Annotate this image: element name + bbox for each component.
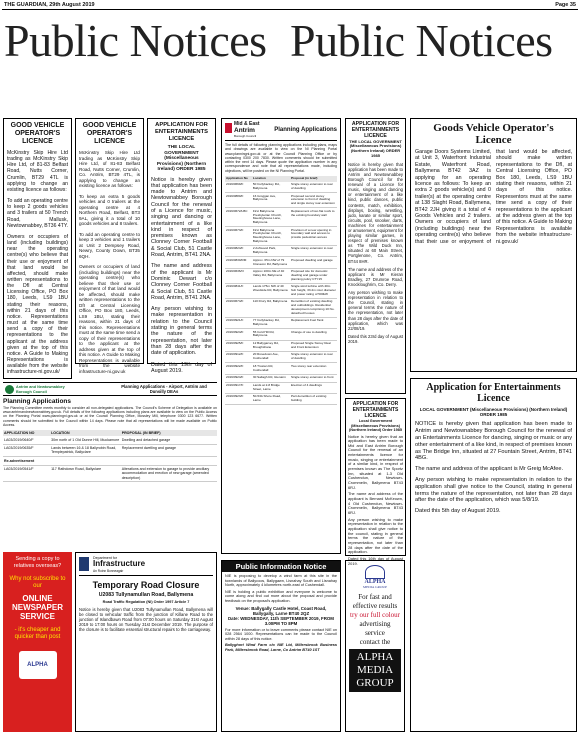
table-cell: 2019/0673/F — [225, 227, 252, 246]
page-number: Page 35 — [555, 2, 576, 8]
notice-legislation: Local Government (Miscellaneous Provisions) (Northern Ireland) Order 1985 — [349, 419, 402, 432]
table-cell: 2019/0674/F — [225, 298, 252, 317]
table-cell: Replacement Fuel Tank — [290, 317, 337, 328]
event-date: Date: WEDNESDAY, 11th SEPTEMBER 2019, FROM 3.00PM TO 8PM — [228, 615, 334, 626]
table-cell: 2019/0841/F — [225, 283, 252, 298]
table-row — [225, 317, 337, 328]
notice-paragraph: The name and address of the applicant is Mr Kieran Bradley, 27 Drumroe Road, Knockloughrim, Co. Derry. — [348, 266, 403, 287]
notice-body — [348, 162, 403, 344]
table-cell: 2 Ashwood Park, Ballymena — [252, 245, 290, 256]
alpha-ad-panel — [349, 649, 401, 692]
dfi-name: Infrastructure — [93, 559, 146, 568]
public-information-notice — [221, 560, 341, 732]
table-cell: 77 Cullybackey Rd, Ballymena — [252, 317, 290, 328]
meab-logo-text — [234, 122, 260, 138]
table-cell: Approx. 65m NW of 79 Clonavon Rd, Ballymena — [252, 257, 290, 268]
meab-logo-line: Antrim — [234, 126, 255, 134]
table-cell: Change of use to dwelling — [290, 329, 337, 340]
table-cell: Demolition of existing dwelling and outbuildings. Residential development comprising 10 No. detached houses — [290, 298, 337, 317]
table-cell: 2019/0924/F — [225, 374, 252, 382]
table-cell: Lands at 2-8 Bridge Street, Larne — [252, 382, 290, 393]
meab-logo-line: Mid & East — [234, 121, 260, 127]
table-row — [225, 329, 337, 340]
notice-paragraph: NIE is holding a public exhibition and everyone is welcome to come along and find out more about the proposal and provide feedback on the proposal's application. — [225, 589, 337, 603]
notice-body — [348, 435, 403, 567]
notice-paragraph: Any person wishing to make representation in relation to the application shall give notice to the Council, stating in general terms the nature of the representation, not later than 28 days after the date of the application, which was 5/8/19. — [415, 476, 572, 504]
ad-line: ALPHA — [356, 651, 394, 663]
notice-body: Notice is hereby given that U2083 Tullynamullan Road, Ballymena will be closed to vehicular traffic from the junction of Killane Road to the junction of Islandbawn Road from 07:00 hours on Saturday 31st August 2019 to 17:00 hours on Tuesday 31st December 2019. The purpose of the closure is to facilitate essential structural repairs to the carriageway. — [79, 606, 213, 633]
ad-line: - it's cheaper and quicker than post — [14, 626, 61, 640]
notice-title: APPLICATION FOR ENTERTAINMENTS LICENCE — [351, 121, 400, 140]
table-cell: 50-53A Shore Road, Larne — [252, 393, 290, 404]
table-row — [225, 363, 337, 374]
table-cell: 18 Trostan Rd, Cushendall — [252, 363, 290, 374]
notice-paragraph: Any person wishing to make representation in relation to the Council stating in general terms the nature of the representation, not later than 28 days after the date of application. — [151, 306, 212, 357]
notice-paragraph: Dated this 19th day of August 2019. — [151, 361, 212, 374]
table-row — [3, 465, 217, 482]
table-cell: 2019/0824/F — [225, 245, 252, 256]
notice-paragraph: Notice is hereby given that application has been made to Antrim and Newtownabbey Borough Council for the renewal of a Licence for music, singing and dancing or entertainment of a like kind in respect of premises known as Clonney Corner Football & Social Club, 51 Castle Road, Antrim, BT41 2NA. — [151, 176, 212, 259]
table-cell: Lands 175m NW of 40 Woodside Rd, Ballymena — [252, 283, 290, 298]
alpha-logo-name: ALPHA — [364, 579, 386, 585]
table-cell: Provision of a new opening in boundary wall and access to provide pedestrian access — [290, 227, 337, 246]
ad-line: contact the — [359, 638, 391, 646]
notice-paragraph: The name and address of the applicant is Mr Dominic Dewart c/o Clonney Corner Football & Social Club, 51 Castle Road, Antrim, BT41 2NA. — [151, 263, 212, 301]
table-cell: 30m north of 1 Old Dunne Hill, Muckamore — [50, 436, 121, 444]
council-crest-icon — [5, 385, 14, 394]
notice-title: Application for Entertainments Licence — [426, 382, 561, 404]
notice-paragraph: Notice is hereby given that application has been made to Antrim and Newtownabbey Borough Council for the renewal of a Licence for music, singing and dancing or entertainment of a like kind, public dances, public contests, match, exhibition, displays, boxing, wrestling, judo, karate or similar sport, circuits, pool, snooker, darts, machines for entertainment or amusement, equipment for playing similar games, in respect of premises known as The Wild Duck Inn, situated at 60 Main Street, Portglenone, Co. Antrim, BT44 8HR. — [348, 161, 403, 264]
notice-paragraph: Owners or occupiers of land (including buildings) near the operating centre(s) who believe that their use or enjoyment of that land would be affected, should make written representations to the DfI at Central Licensing Office, PO Box 180, Leeds, LS9 1BU, stating their reasons, within 21 days of this notice. Representations must at the same time send a copy of their representations to the applicant at the address given at the top of this notice. A Guide to Making Representations is available from the website infrastructure-ni.gov.uk — [79, 264, 140, 374]
alpha-logo-icon — [365, 565, 385, 579]
table-row — [225, 245, 337, 256]
notice-paragraph: Notice is hereby given that an application has been made to Mid and East Antrim Borough Council for the renewal of an entertainments licence for music, singing or entertainment of a similar kind, in respect of premises known as The Sportz Inn, situated at 1-3 Old Cushendun, Newtown-Crommelin, Ballymena BT43 6RJ. — [348, 433, 403, 490]
table-cell — [121, 457, 217, 465]
table-row — [3, 436, 217, 444]
section-intro: The Planning Committee meets monthly to consider all non-delegated applications. The Council's Scheme of Delegation is available on www.antrimandnewtownabbey.gov.uk. Full details of the following applications including plans are available to view on the Public Access on the Planning Portal www.planningni.gov.uk or at the Council Planning Office, Mossley Mill, telephone 0300 123 6677. Written comments should be submitted to the Council within 14 days. Please note that all representations will be made available on Public Access. — [3, 406, 217, 427]
contact-address: Ballyghort Wind Farm c/o NIE Ltd, Millersbrook Business Park, Millersbrook Road, Larne, Co Antrim BT40 1ST — [225, 643, 337, 652]
meab-logo-line: Borough Council — [234, 134, 257, 138]
notice-paragraph: Dated this 5th day of August 2019. — [415, 508, 501, 515]
table-row — [225, 182, 337, 193]
dfi-logo-block — [79, 556, 213, 576]
notice-paragraph: Any person wishing to make representation in relation to the Council, stating in general terms the nature of the representation, not later than 28 days after the date of application, which was 22/08/19. — [348, 290, 403, 331]
notice-body — [151, 177, 212, 375]
ad-line: MEDIA — [356, 664, 394, 676]
notice-title: GOOD VEHICLE OPERATOR'S LICENCE — [82, 122, 137, 145]
notice-paragraph: The name and address of the applicant is Mr Greig McAfee. — [415, 466, 563, 473]
page-header — [2, 1, 578, 10]
dfi-crest-icon — [79, 557, 89, 571]
alpha-logo: ALPHA — [19, 651, 57, 679]
notice-paragraph: NOTICE is hereby given that application has been made to Antrim and Newtownabbey Borough Council for the renewal of an Entertainments Licence for dancing, singing or music or any other entertainment of a like kind, in respect of premises known as The Bridge Inn, situated at 27 Fountain Street, Antrim, BT41 4BG. — [415, 421, 572, 462]
notice-paragraph: To keep an extra 5 goods vehicles and 0 trailers at the operating centre at 4 Northern Road, Belfast, BT3 9AL, giving it a total of 10 goods vehicles and 8 trailers. — [79, 193, 140, 226]
table-cell: 55 Cold Hill Rd, Ballymena — [252, 329, 290, 340]
column-header: Proposal (in brief) — [290, 176, 337, 182]
notice-legislation: THE LOCAL GOVERNMENT (Miscellaneous Provisions) (Northern Ireland) ORDER 1985 — [156, 145, 207, 172]
anc-header-strip — [3, 382, 217, 396]
road-name: U2083 Tullynamullan Road, Ballymena — [98, 591, 194, 598]
event-venue: Venue: Ballygally Castle Hotel, Coast Road, Ballygally, Larne BT40 2QZ — [235, 605, 327, 616]
column-header: PROPOSAL (IN BRIEF) — [121, 430, 217, 436]
table-row — [225, 351, 337, 362]
table-row — [225, 393, 337, 404]
table-cell: Single storey extension to rear of dwelling — [290, 351, 337, 362]
column-header: Location — [252, 176, 290, 182]
table-cell: 50 Cullybackey Rd., Ballymena — [252, 182, 290, 193]
notice-title: Goods Vehicle Operator's Licence — [433, 122, 554, 146]
table-cell: 16 Groggan Ave, Ballymena — [252, 193, 290, 208]
table-cell: First Ballymena Presbyterian Church, Meetinghouse Lane, Ballymena — [252, 208, 290, 227]
table-cell: LA03/2019/0635/F — [3, 444, 50, 457]
notice-legislation: LOCAL GOVERNMENT (Miscellaneous Provisions) (Northern Ireland) ORDER 1985 — [419, 407, 568, 418]
notice-title: APPLICATION FOR ENTERTAINMENTS LICENCE — [352, 401, 399, 419]
table-cell: 110 Drury Rd, Ballymena — [252, 298, 290, 317]
council-logo-text: Antrim and Newtownabbey Borough Council — [16, 385, 65, 394]
banner-title-2: Public Notices — [290, 15, 553, 66]
table-cell: 2019/0921/F — [225, 317, 252, 328]
entertainments-notice-2 — [345, 118, 406, 394]
table-cell: LA03/2019/0541/F — [3, 465, 50, 482]
section-title: Planning Applications — [3, 398, 72, 405]
paper-date: THE GUARDIAN, 29th August 2019 — [4, 2, 95, 8]
table-row — [225, 298, 337, 317]
notice-body — [415, 421, 572, 515]
notice-paragraph: Dated this 23rd day of August 2019. — [348, 333, 403, 344]
alpha-media-ad — [345, 560, 405, 732]
entertainments-notice-4 — [410, 378, 577, 732]
dfi-irish-name: An Roinn Bonneagair — [93, 568, 124, 573]
section-intro: The full details of following planning applications including plans, maps and drawings are available to view on the NI Planning Portal www.planningni.gov.uk or at the Council Planning Office or by contacting 0300 200 7830. Written comments should be submitted within the next 14 days. Please quote the application number in any correspondence and note that all representations made, including objections, will be posted on the NI Planning Portal. — [225, 143, 337, 173]
table-cell: Single storey extension to rear of dwelling — [290, 182, 337, 193]
notice-paragraph: To add an operating centre to keep 3 vehicles and 1 trailers at Unit 2 Dempsey Road, Newry, County Down, BT35 6QH. — [79, 231, 140, 259]
table-cell: Proposed site for domestic dwelling and garage under planning policy CTY15 — [290, 268, 337, 283]
notice-body: Garage Doors Systems Limited, at Unit 3, Waterfront Industrial Estate, Waterfront Road, Ballymena BT42 3AZ is applying for an operating licence as follows: To keep an extra 2 goods vehicle(s) and 0 trailer(s) at the operating centre at 138 Slaght Road, Ballymena, BT42 2JH giving it a total of 4 Goods Vehicles and 2 trailers. Owners or occupiers of land (including buildings) near the operating centre(s) who believe that their use or enjoyment of that land would be affected, should make written representations to the DfI, at Central Licensing Office, PO Box 180, Leeds, LS9 1BU stating their reasons, within 21 days of this notice. Representors must at the same time send a copy of their representations to the applicant at the address given at the top of this notice. A Guide to Making Representations is available from the website infrastructure-ni.gov.uk/ — [415, 149, 572, 245]
table-cell: Replacement of two flat roofs to the existing boundary wall — [290, 208, 337, 227]
table-cell: 20 Rosedown Ave, Cushendall — [252, 351, 290, 362]
section-title: Planning Applications — [274, 127, 337, 133]
notice-title: Public Information Notice — [222, 561, 340, 572]
online-subscription-ad — [3, 552, 72, 732]
notice-body — [222, 572, 340, 655]
planning-table — [3, 430, 217, 482]
anc-heading: Planning Applications - Airport, Antrim and Dunsilly DEAs — [121, 384, 207, 394]
entertainments-notice-1 — [147, 118, 216, 374]
notice-title: APPLICATION FOR ENTERTAINMENTS LICENCE — [154, 122, 209, 142]
table-cell: Two storey rear extension — [290, 363, 337, 374]
column-header: Application No — [225, 176, 252, 182]
column-header: APPLICATION NO — [3, 430, 50, 436]
table-cell: Single wind turbine with 40m hub height, 33.4m rotor diameter and power rating of 500kW — [290, 283, 337, 298]
ad-line: ONLINE NEWSPAPER SERVICE — [12, 593, 63, 621]
anc-planning-applications — [3, 398, 217, 528]
table-row — [225, 374, 337, 382]
table-cell: 12 Ballygarvey Rd, Broughshane — [252, 340, 290, 351]
ad-line: GROUP — [356, 677, 394, 689]
dfi-dept-label: Department for — [93, 556, 117, 560]
table-cell: 2019/0925/F — [225, 340, 252, 351]
ad-line: try our full colour — [350, 611, 400, 619]
meab-crest-icon — [225, 123, 232, 133]
table-cell: 2019/0923/F — [225, 393, 252, 404]
table-row — [3, 457, 217, 465]
ad-line: service — [365, 629, 385, 637]
banner-title-1: Public Notices — [4, 15, 267, 66]
meab-logo — [225, 122, 260, 138]
notice-paragraph: NIE is proposing to develop a wind farm at this site in the townlands of Ballycoos, Ballygawn, Lisnahay South and Lisnahay North, approximately 4 kilometres north-east of Cushendall. — [225, 574, 337, 588]
notice-body — [7, 150, 68, 375]
table-cell: First Ballymena Presbyterian Church, Meetinghouse Lane, Ballymena — [252, 227, 290, 246]
table-cell: Part demolition of existing building — [290, 393, 337, 404]
table-cell: Approx 100m NE of 40 Valley Rd, Ballymena — [252, 268, 290, 283]
ad-line: effective results — [352, 602, 398, 610]
table-cell: LA03/2019/0640/F — [3, 436, 50, 444]
table-cell: Replacement dwelling and garage — [121, 444, 217, 457]
road-closure-notice — [75, 552, 217, 732]
planning-table — [225, 176, 337, 405]
table-cell: Dwelling and detached garage — [121, 436, 217, 444]
table-cell: 2019/0917/F — [225, 382, 252, 393]
table-row — [225, 227, 337, 246]
meab-planning-applications — [221, 118, 341, 554]
ad-line: Sending a copy to relatives overseas? — [13, 556, 62, 569]
notice-legislation: THE LOCAL GOVERNMENT (Miscellaneous Provisions) (Northern Ireland) ORDER 1985 — [349, 138, 402, 158]
goods-licence-notice-3 — [410, 118, 577, 372]
ad-line: Why not subscribe to our — [9, 575, 66, 589]
table-cell: 117 Rathdown Road, Ballyclare — [50, 465, 121, 482]
notice-paragraph: McKinstry Skip Hire Ltd trading as McKinstry Skip Hire Ltd, of 81-83 Belfast Road, Nutts Corner, Crumlin, BT29 4TL is applying to change an existing licence as follows: — [7, 150, 68, 193]
table-cell: Erection of 4 dwellings — [290, 382, 337, 393]
notice-paragraph: Dated this 16th day of August 2019. — [348, 555, 403, 566]
table-row — [225, 257, 337, 268]
table-cell: Single storey extension to rear — [290, 245, 337, 256]
table-cell: 30 Sallagh Rd, Glenarm — [252, 374, 290, 382]
table-cell: 2019/0880/F — [225, 193, 252, 208]
table-cell: Single storey extension to front — [290, 374, 337, 382]
table-cell: Re-advertisement — [3, 457, 50, 465]
table-cell: Proposed Single Storey Rear and Front Extension — [290, 340, 337, 351]
notice-paragraph: For more information or to leave comments please contact NIE on 028 2564 1000. Representations can be made to the Council within 28 days of this notice. — [225, 627, 337, 641]
table-cell: 2019/0924/F — [225, 329, 252, 340]
table-cell: 2019/0912/F — [225, 351, 252, 362]
ad-line: advertising — [359, 620, 391, 628]
notice-title: Temporary Road Closure — [92, 579, 200, 590]
table-cell: Proposed second storey extension to front of dwelling and single storey rear extension — [290, 193, 337, 208]
table-row — [225, 268, 337, 283]
table-cell — [50, 457, 121, 465]
table-row — [225, 208, 337, 227]
table-cell: 2019/0669/F — [225, 182, 252, 193]
table-row — [3, 444, 217, 457]
ad-line: For fast and — [358, 593, 392, 601]
entertainments-notice-3 — [345, 398, 406, 566]
table-cell: Lands between 16 & 18 Ballyrobin Road, Templepatrick, Ballyclare — [50, 444, 121, 457]
notice-paragraph: Any person wishing to make representation in relation to the application shall give notice to the council, stating in general terms the nature of the representation, not later than 28 days after the date of the application. — [348, 516, 403, 555]
table-cell: 2019/0672/LBC — [225, 208, 252, 227]
table-cell: 2019/0922/F — [225, 363, 252, 374]
table-row — [225, 340, 337, 351]
goods-licence-notice-1 — [3, 118, 72, 379]
notice-paragraph: McKinstry Skip Hire Ltd trading as McKinstry Skip Hire Ltd, of 81-83 Belfast Road, Nutts Corner, Crumlin, Co. Antrim, BT29 4TL, is applying to change an existing licence as follows: — [79, 150, 140, 188]
dfi-logo-text — [93, 556, 145, 573]
table-row — [225, 382, 337, 393]
column-header: LOCATION — [50, 430, 121, 436]
notice-paragraph: The name and address of the applicant is Bernard McKeown, 4 Old Cushendun, Newtown-Crommelin, Ballymena BT43 6RJ. — [348, 491, 403, 515]
goods-licence-notice-2 — [75, 118, 144, 374]
table-cell: 2019/0830/RM — [225, 257, 252, 268]
meab-header — [225, 122, 337, 141]
legal-order: Road Traffic Regulation (NI) Order 1997 Article 7 — [102, 599, 190, 604]
notice-body — [79, 150, 140, 374]
table-cell: 2019/0636/O — [225, 268, 252, 283]
table-cell: Alterations and extension to garage to provide ancillary accommodation and erection of new garage (amended description) — [121, 465, 217, 482]
alpha-logo-sub: MEDIA GROUP — [362, 585, 388, 589]
table-cell: Proposed dwelling and garage — [290, 257, 337, 268]
table-row — [225, 193, 337, 208]
notice-title: GOOD VEHICLE OPERATOR'S LICENCE — [10, 122, 65, 145]
notice-paragraph: To add an operating centre to keep 2 goods vehicles and 3 trailers at 50 Trench Road, Mallusk, Newtownabbey, BT36 4TY. — [7, 198, 68, 229]
notice-paragraph: Owners or occupiers of land (including buildings) near the operating centre(s) who believe that their use or enjoyment of that land would be affected, should make written representations to the DfI at Central Licensing Office, PO Box 180, Leeds, LS9 1BU stating their reasons, within 21 days of this notice. Representations must at the same time send a copy of their representations to the applicant at the address given at the top of this notice. A Guide to Making Representations is available from the website infrastructure-ni.gov.uk/ — [7, 233, 68, 376]
table-row — [225, 283, 337, 298]
